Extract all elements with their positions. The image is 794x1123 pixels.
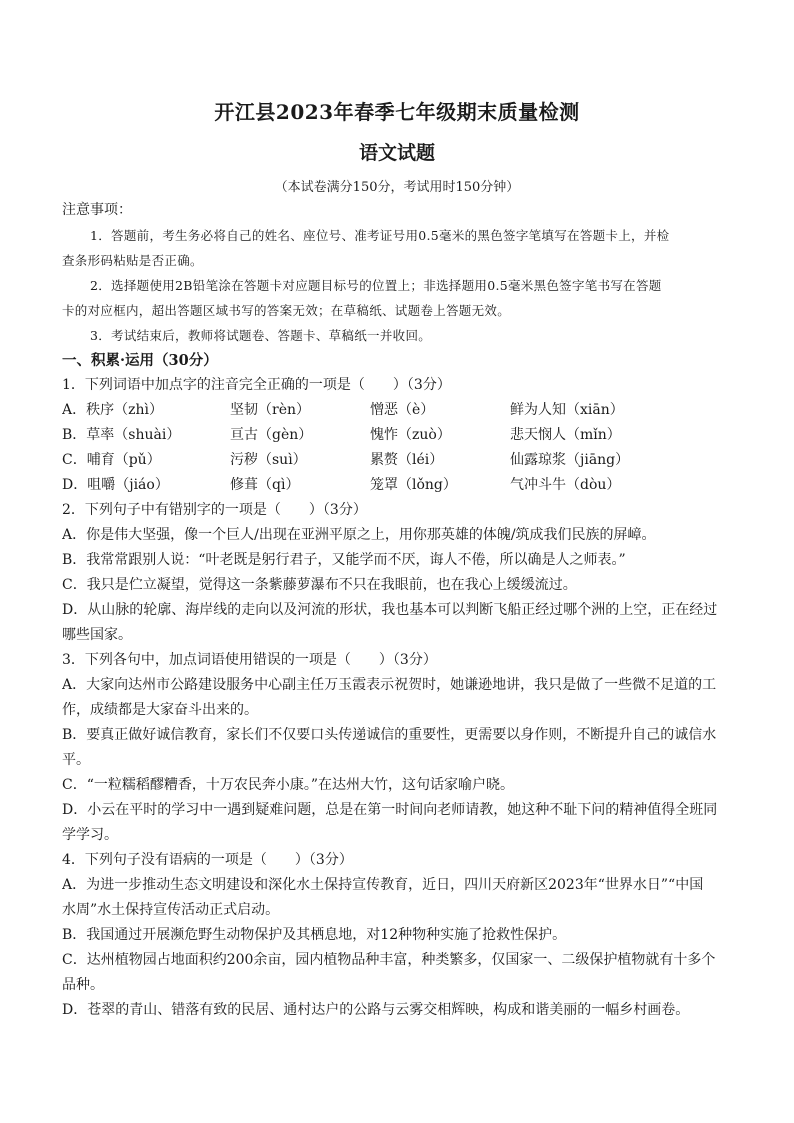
question-line: 作，成绩都是大家奋斗出来的。 xyxy=(62,702,258,718)
question-line: 平。 xyxy=(62,752,90,768)
question-line: B．我常常跟别人说：“叶老既是躬行君子，又能学而不厌，诲人不倦，所以确是人之师表。” xyxy=(62,552,626,568)
option-cell: 仙露琼浆（jiāng） xyxy=(510,452,630,468)
notice-line: 2．选择题使用2B铅笔涂在答题卡对应题目标号的位置上；非选择题用0.5毫米黑色签字笔书写在答题 xyxy=(90,278,662,293)
question-line: 哪些国家。 xyxy=(62,627,132,643)
option-cell: 坚韧（rèn） xyxy=(230,402,310,418)
notice-line: 查条形码粘贴是否正确。 xyxy=(62,253,203,268)
option-cell: D．咀嚼（jiáo） xyxy=(62,477,169,493)
option-cell: A．秩序（zhì） xyxy=(62,402,163,418)
exam-title: 开江县2023年春季七年级期末质量检测 xyxy=(214,100,580,124)
option-cell: 污秽（suì） xyxy=(230,452,307,468)
notice-line: 卡的对应框内，超出答题区域书写的答案无效；在草稿纸、试题卷上答题无效。 xyxy=(62,303,511,318)
notice-line: 1．答题前，考生务必将自己的姓名、座位号、准考证号用0.5毫米的黑色签字笔填写在答题卡上，并检 xyxy=(90,228,670,243)
option-row xyxy=(62,423,732,448)
question-line: B．要真正做好诚信教育，家长们不仅要口头传递诚信的重要性，更需要以身作则，不断提升自己的诚信水 xyxy=(62,727,717,743)
question-line: D．苍翠的青山、错落有致的民居、通村达户的公路与云雾交相辉映，构成和谐美丽的一幅乡村画卷。 xyxy=(62,1002,690,1018)
option-cell: 亘古（gèn） xyxy=(230,427,313,443)
option-cell: 悲天悯人（mǐn） xyxy=(510,427,621,443)
notice-line: 3．考试结束后，教师将试题卷、答题卡、草稿纸一并收回。 xyxy=(90,328,432,343)
question-line: C．我只是伫立凝望，觉得这一条紫藤萝瀑布不只在我眼前，也在我心上缓缓流过。 xyxy=(62,577,577,593)
option-row xyxy=(62,473,732,498)
option-cell: 愧怍（zuò） xyxy=(370,427,451,443)
exam-score-note: （本试卷满分150分，考试用时150分钟） xyxy=(274,180,520,195)
option-cell: 憎恶（è） xyxy=(370,402,435,418)
question-line: C．“一粒糯稻醪糟香，十万农民奔小康。”在达州大竹，这句话家喻户晓。 xyxy=(62,777,515,793)
question-line: B．我国通过开展濒危野生动物保护及其栖息地，对12种物种实施了抢救性保护。 xyxy=(62,927,567,943)
exam-subtitle: 语文试题 xyxy=(358,142,435,164)
question-line: A．为进一步推动生态文明建设和深化水土保持宣传教育，近日，四川天府新区2023年“世界水日”“中国 xyxy=(62,877,704,893)
section-heading: 一、积累·运用（30分） xyxy=(62,352,218,369)
question-line: 4．下列句子没有语病的一项是（ ）（3分） xyxy=(62,852,353,868)
option-cell: 笼罩（lǒng） xyxy=(370,477,457,493)
question-line: 水周”水土保持宣传活动正式启动。 xyxy=(62,902,280,918)
question-line: A．你是伟大坚强，像一个巨人/出现在亚洲平原之上，用你那英雄的体魄/筑成我们民族的屏嶂。 xyxy=(62,527,656,543)
question-line: D．小云在平时的学习中一遇到疑难问题，总是在第一时间向老师请教，她这种不耻下问的精神值得全班同 xyxy=(62,802,718,818)
option-cell: B．草率（shuài） xyxy=(62,427,181,443)
question-line: A．大家向达州市公路建设服务中心副主任万玉霞表示祝贺时，她谦逊地讲，我只是做了一些微不足道的工 xyxy=(62,677,717,693)
option-cell: 气冲斗牛（dòu） xyxy=(510,477,621,493)
exam-body xyxy=(62,198,732,1023)
question-stem: 1．下列词语中加点字的注音完全正确的一项是（ ）（3分） xyxy=(62,377,451,393)
question-line: D．从山脉的轮廓、海岸线的走向以及河流的形状，我也基本可以判断飞船正经过哪个洲的上空，正在经过 xyxy=(62,602,718,618)
option-cell: 鲜为人知（xiān） xyxy=(510,402,624,418)
question-line: 学学习。 xyxy=(62,827,118,843)
option-cell: C．哺育（pǔ） xyxy=(62,452,161,468)
option-row xyxy=(62,448,732,473)
question-line: 2．下列句子中有错别字的一项是（ ）（3分） xyxy=(62,502,367,518)
question-line: 3．下列各句中，加点词语使用错误的一项是（ ）（3分） xyxy=(62,652,437,668)
question-line: 品种。 xyxy=(62,977,104,993)
option-cell: 修葺（qì） xyxy=(230,477,300,493)
option-row xyxy=(62,398,732,423)
option-cell: 累赘（léi） xyxy=(370,452,444,468)
notice-heading: 注意事项： xyxy=(62,202,132,218)
question-line: C．达州植物园占地面积约200余亩，园内植物品种丰富，种类繁多，仅国家一、二级保护植物就有十多个 xyxy=(62,952,716,968)
